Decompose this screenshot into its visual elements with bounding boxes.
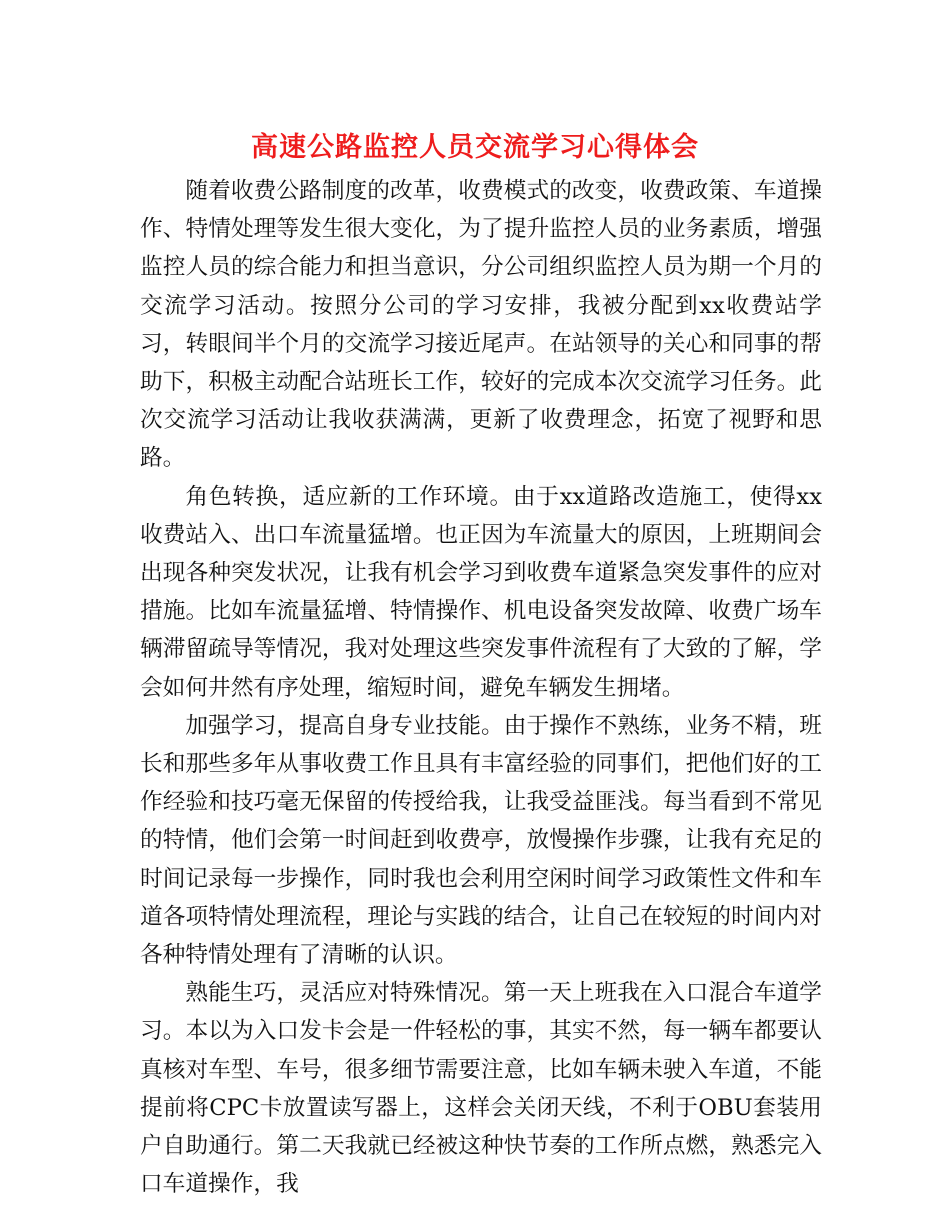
document-body [140,172,822,1203]
document-title: 高速公路监控人员交流学习心得体会 [251,132,699,163]
paragraph-3: 加强学习，提高自身专业技能。由于操作不熟练，业务不精，班长和那些多年从事收费工作且具有丰富经验的同事们，把他们好的工作经验和技巧毫无保留的传授给我，让我受益匪浅。每当看到不常见的特情，他们会第一时间赶到收费亭，放慢操作步骤，让我有充足的时间记录每一步操作，同时我也会利用空闲时间学习政策性文件和车道各项特情处理流程，理论与实践的结合，让自己在较短的时间内对各种特情处理有了清晰的认识。 [140,712,822,969]
paragraph-4: 熟能生巧，灵活应对特殊情况。第一天上班我在入口混合车道学习。本以为入口发卡会是一件轻松的事，其实不然，每一辆车都要认真核对车型、车号，很多细节需要注意，比如车辆未驶入车道，不能提前将CPC卡放置读写器上，这样会关闭天线，不利于OBU套装用户自助通行。第二天我就已经被这种快节奏的工作所点燃，熟悉完入口车道操作，我 [140,980,822,1198]
paragraph-1: 随着收费公路制度的改革，收费模式的改变，收费政策、车道操作、特情处理等发生很大变化，为了提升监控人员的业务素质，增强监控人员的综合能力和担当意识，分公司组织监控人员为期一个月的交流学习活动。按照分公司的学习安排，我被分配到xx收费站学习，转眼间半个月的交流学习接近尾声。在站领导的关心和同事的帮助下，积极主动配合站班长工作，较好的完成本次交流学习任务。此次交流学习活动让我收获满满，更新了收费理念，拓宽了视野和思路。 [140,178,822,472]
paragraph-2: 角色转换，适应新的工作环境。由于xx道路改造施工，使得xx收费站入、出口车流量猛增。也正因为车流量大的原因，上班期间会出现各种突发状况，让我有机会学习到收费车道紧急突发事件的应对措施。比如车流量猛增、特情操作、机电设备突发故障、收费广场车辆滞留疏导等情况，我对处理这些突发事件流程有了大致的了解，学会如何井然有序处理，缩短时间，避免车辆发生拥堵。 [140,483,822,701]
